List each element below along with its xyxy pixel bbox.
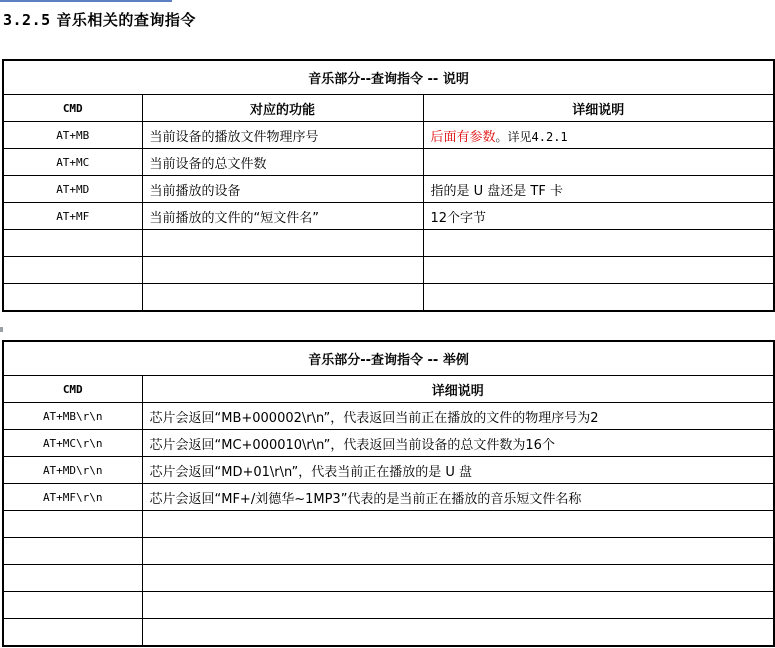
table2-title: 音乐部分--查询指令 -- 举例 — [3, 341, 774, 376]
section-number: 3.2.5 — [3, 11, 51, 29]
empty-row — [3, 592, 774, 619]
table-row — [3, 203, 774, 230]
empty-row — [3, 257, 774, 284]
detail-cell — [423, 149, 774, 176]
empty-row — [3, 511, 774, 538]
cmd-cell: AT+MF — [3, 203, 142, 230]
empty-row — [3, 538, 774, 565]
detail-cell: 芯片会返回“MC+000010\r\n”，代表返回当前设备的总文件数为16个 — [142, 430, 774, 457]
cmd-cell: AT+MD\r\n — [3, 457, 142, 484]
empty-row — [3, 619, 774, 647]
table2-header-detail: 详细说明 — [142, 376, 774, 403]
query-example-table — [2, 340, 775, 647]
cmd-cell: AT+MC\r\n — [3, 430, 142, 457]
table1-title: 音乐部分--查询指令 -- 说明 — [3, 60, 774, 95]
detail-text: 。详见4.2.1 — [495, 129, 568, 144]
detail-highlight: 后面有参数 — [430, 129, 496, 145]
table1-header-detail: 详细说明 — [423, 95, 774, 122]
detail-cell: 芯片会返回“MF+/刘德华~1MP3”代表的是当前正在播放的音乐短文件名称 — [142, 484, 774, 511]
query-description-table — [2, 59, 775, 312]
cmd-cell: AT+MF\r\n — [3, 484, 142, 511]
detail-text: 指的是 U 盘还是 TF 卡 — [430, 183, 563, 199]
section-heading — [3, 9, 196, 30]
cmd-cell: AT+MB\r\n — [3, 403, 142, 430]
detail-cell — [423, 203, 774, 230]
function-cell: 当前设备的播放文件物理序号 — [142, 122, 423, 149]
table2-header-cmd: CMD — [3, 376, 142, 403]
table-row — [3, 149, 774, 176]
table-row — [3, 176, 774, 203]
empty-row — [3, 230, 774, 257]
cmd-cell: AT+MD — [3, 176, 142, 203]
detail-cell: 芯片会返回“MB+000002\r\n”，代表返回当前正在播放的文件的物理序号为2 — [142, 403, 774, 430]
empty-row — [3, 565, 774, 592]
margin-marker — [0, 327, 3, 332]
function-cell: 当前播放的文件的“短文件名” — [142, 203, 423, 230]
detail-text: 12个字节 — [430, 210, 487, 226]
table-row — [3, 430, 774, 457]
table1-header-cmd: CMD — [3, 95, 142, 122]
cmd-cell: AT+MB — [3, 122, 142, 149]
function-cell: 当前播放的设备 — [142, 176, 423, 203]
table-row — [3, 484, 774, 511]
detail-cell — [423, 176, 774, 203]
table-row — [3, 457, 774, 484]
detail-cell — [423, 122, 774, 149]
table1-header-function: 对应的功能 — [142, 95, 423, 122]
detail-cell: 芯片会返回“MD+01\r\n”，代表当前正在播放的是 U 盘 — [142, 457, 774, 484]
top-accent-bar — [0, 0, 172, 2]
cmd-cell: AT+MC — [3, 149, 142, 176]
empty-row — [3, 284, 774, 312]
table-row — [3, 122, 774, 149]
table-row — [3, 403, 774, 430]
function-cell: 当前设备的总文件数 — [142, 149, 423, 176]
section-title: 音乐相关的查询指令 — [56, 11, 196, 29]
